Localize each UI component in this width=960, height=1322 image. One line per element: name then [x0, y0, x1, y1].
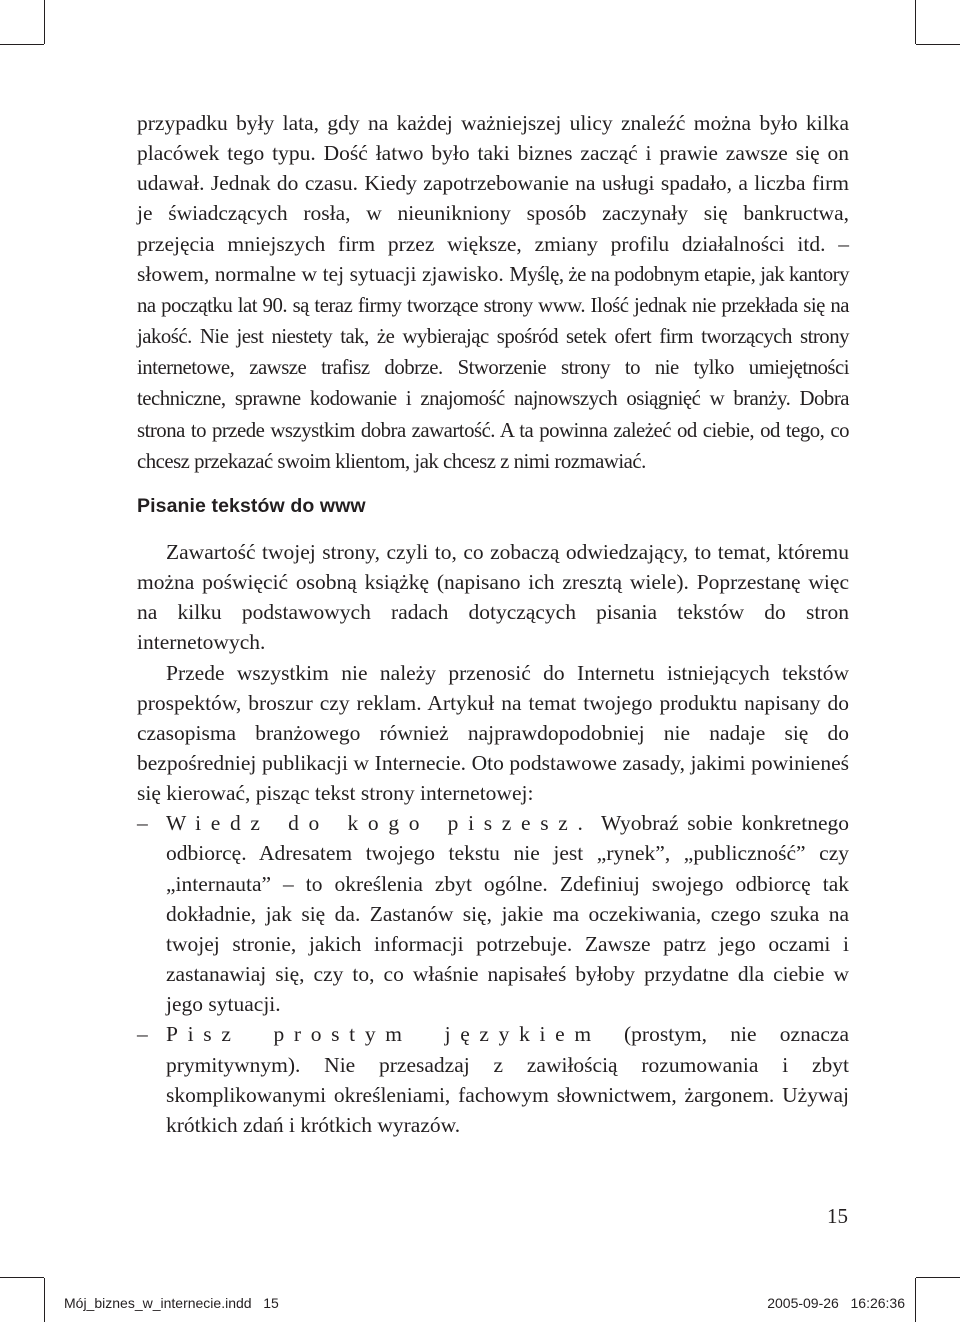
paragraph-continued: [137, 108, 849, 477]
crop-mark-top-left-h: [0, 44, 44, 45]
crop-mark-bottom-right-h: [916, 1277, 960, 1278]
footer-timestamp: 2005-09-26 16:26:36: [767, 1295, 905, 1311]
crop-mark-top-left: [44, 0, 45, 44]
crop-mark-top-right: [915, 0, 916, 44]
list-item-term: Wiedz do kogo piszesz.: [166, 811, 593, 836]
list-item-term: Pisz prostym językiem: [166, 1022, 601, 1047]
list-dash: –: [137, 1022, 148, 1047]
paragraph-intro: Zawartość twojej strony, czyli to, co zobaczą odwiedzający, to temat, któremu można poświęcić osobną książkę (napisano ich zresztą wiele). Poprzestanę więc na kilku podstawowych radach dotyczących pisania tekstów do stron internetowych.: [137, 539, 849, 655]
crop-mark-bottom-left: [44, 1278, 45, 1322]
paragraph-continued-serif: przypadku były lata, gdy na każdej ważniejszej ulicy znaleźć można było kilka placówek tego typu. Dość łatwo było taki biznes zacząć i prawie zawsze się on udawał. Jednak do czasu. Kiedy zapotrzebowanie na usługi spadało, a liczba firm je świadczących rosła, w nieunikniony sposób zaczynały się bankructwa, przejęcia mniejszych firm przez większe, zmiany profilu działalności itd. – słowem, normalne w tej sytuacji zjawisko.: [137, 111, 849, 286]
page-number: 15: [827, 1204, 848, 1228]
paragraph-continued-sans: Myślę, że na podobnym etapie, jak kantory na początku lat 90. są teraz firmy tworzące strony www. Ilość jednak nie przekłada się na jakość. Nie jest niestety tak, że wybierając spośród setek ofert firm tworzących strony internetowe, zawsze trafisz dobrze. Stworzenie strony to nie tylko umiejętności techniczne, sprawne kodowanie i znajomość najnowszych osiągnięć w branży. Dobra strona to przede wszystkim dobra zawartość. A ta powinna zależeć od ciebie, od tego, co chcesz przekazać swoim klientom, jak chcesz z nimi rozmawiać.: [137, 262, 849, 473]
crop-mark-bottom-left-h: [0, 1277, 44, 1278]
list-item: [137, 808, 849, 1019]
book-page-text: [137, 108, 849, 1140]
list-item-text: (prostym, nie oznacza prymitywnym). Nie przesadzaj z zawiłością rozumowania i zbyt skomplikowanymi określeniami, fachowym słownictwem, żargonem. Używaj krótkich zdań i krótkich wyrazów.: [166, 1022, 849, 1137]
rules-list: [137, 808, 849, 1140]
paragraph-rules-intro: Przede wszystkim nie należy przenosić do Internetu istniejących tekstów prospektów, broszur czy reklam. Artykuł na temat twojego produktu napisany do czasopisma branżowego również najprawdopodobniej nie nadaje się do bezpośredniej publikacji w Internecie. Oto podstawowe zasady, jakimi powinieneś się kierować, pisząc tekst strony internetowej:: [137, 660, 849, 806]
list-item-text: Wyobraź sobie konkretnego odbiorcę. Adresatem twojego tekstu nie jest „rynek”, „publiczność” czy „internauta” – to określenia zbyt ogólne. Zdefiniuj swojego odbiorcę tak dokładnie, jak się da. Zastanów się, jakie ma oczekiwania, czego szuka na twojej stronie, jakich informacji potrzebuje. Zawsze patrz jego oczami i zastanawiaj się, czy to, co właśnie napisałeś byłoby przydatne dla ciebie w jego sytuacji.: [166, 811, 849, 1017]
crop-mark-bottom-right: [915, 1278, 916, 1322]
list-dash: –: [137, 811, 148, 836]
crop-mark-top-right-h: [916, 44, 960, 45]
footer-filename: Mój_biznes_w_internecie.indd 15: [64, 1295, 279, 1311]
section-heading: Pisanie tekstów do www: [137, 494, 366, 517]
list-item: [137, 1019, 849, 1140]
